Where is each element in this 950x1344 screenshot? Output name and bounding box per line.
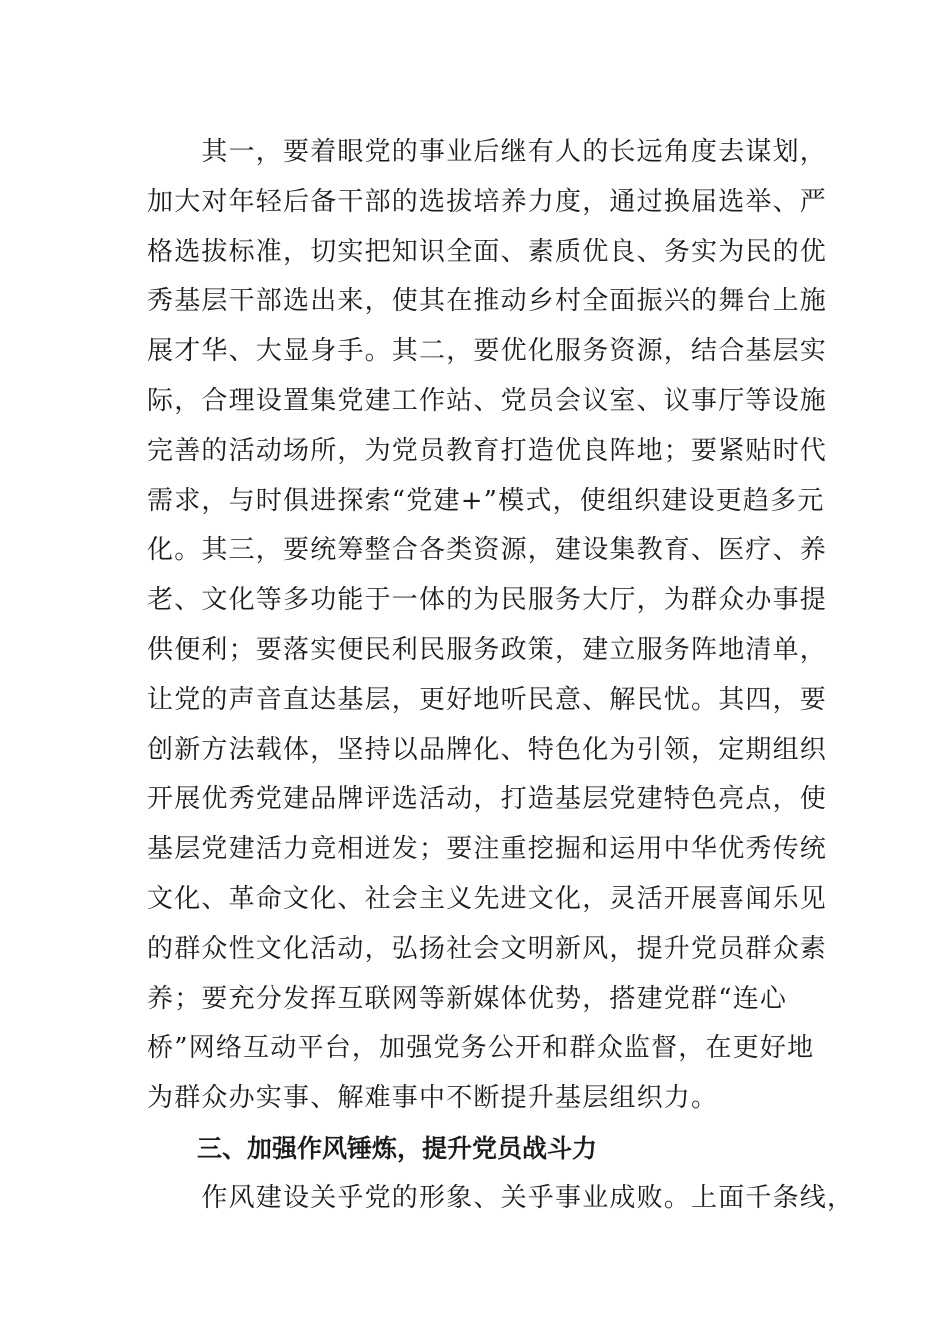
text-line: 其一，要着眼党的事业后继有人的长远角度去谋划， (147, 137, 828, 167)
document-body (147, 128, 855, 1224)
text-line: 文化、革命文化、社会主义先进文化，灵活开展喜闻乐见 (147, 883, 828, 914)
text-line: 让党的声音直达基层，更好地听民意、解民忧。其四，要 (147, 684, 828, 715)
text-line: 际，合理设置集党建工作站、党员会议室、议事厅等设施 (147, 385, 828, 416)
text-line: 老、文化等多功能于一体的为民服务大厅，为群众办事提 (147, 585, 828, 616)
text-line: 需求，与时俱进探索“党建+”模式，使组织建设更趋多元 (147, 485, 825, 516)
text-line: 为群众办实事、解难事中不断提升基层组织力。 (147, 1083, 719, 1114)
text-line: 桥”网络互动平台，加强党务公开和群众监督，在更好地 (147, 1033, 815, 1064)
text-line: 作风建设关乎党的形象、关乎事业成败。上面千条线， (147, 1182, 855, 1213)
text-line: 供便利；要落实便民利民服务政策，建立服务阵地清单， (147, 634, 828, 665)
text-line: 开展优秀党建品牌评选活动，打造基层党建特色亮点，使 (147, 784, 828, 815)
text-line: 基层党建活力竞相迸发；要注重挖掘和运用中华优秀传统 (147, 834, 828, 865)
text-line: 化。其三，要统筹整合各类资源，建设集教育、医疗、养 (147, 535, 828, 566)
text-line: 格选拔标准，切实把知识全面、素质优良、务实为民的优 (147, 236, 828, 267)
text-line: 秀基层干部选出来，使其在推动乡村全面振兴的舞台上施 (147, 286, 828, 317)
text-line: 完善的活动场所，为党员教育打造优良阵地；要紧贴时代 (147, 435, 828, 466)
text-line: 展才华、大显身手。其二，要优化服务资源，结合基层实 (147, 336, 828, 367)
text-line: 加大对年轻后备干部的选拔培养力度，通过换届选举、严 (147, 186, 828, 217)
text-line: 养；要充分发挥互联网等新媒体优势，搭建党群“连心 (147, 983, 788, 1014)
section-heading: 三、加强作风锤炼，提升党员战斗力 (147, 1133, 598, 1163)
text-line: 的群众性文化活动，弘扬社会文明新风，提升党员群众素 (147, 933, 828, 964)
text-line: 创新方法载体，坚持以品牌化、特色化为引领，定期组织 (147, 734, 828, 765)
